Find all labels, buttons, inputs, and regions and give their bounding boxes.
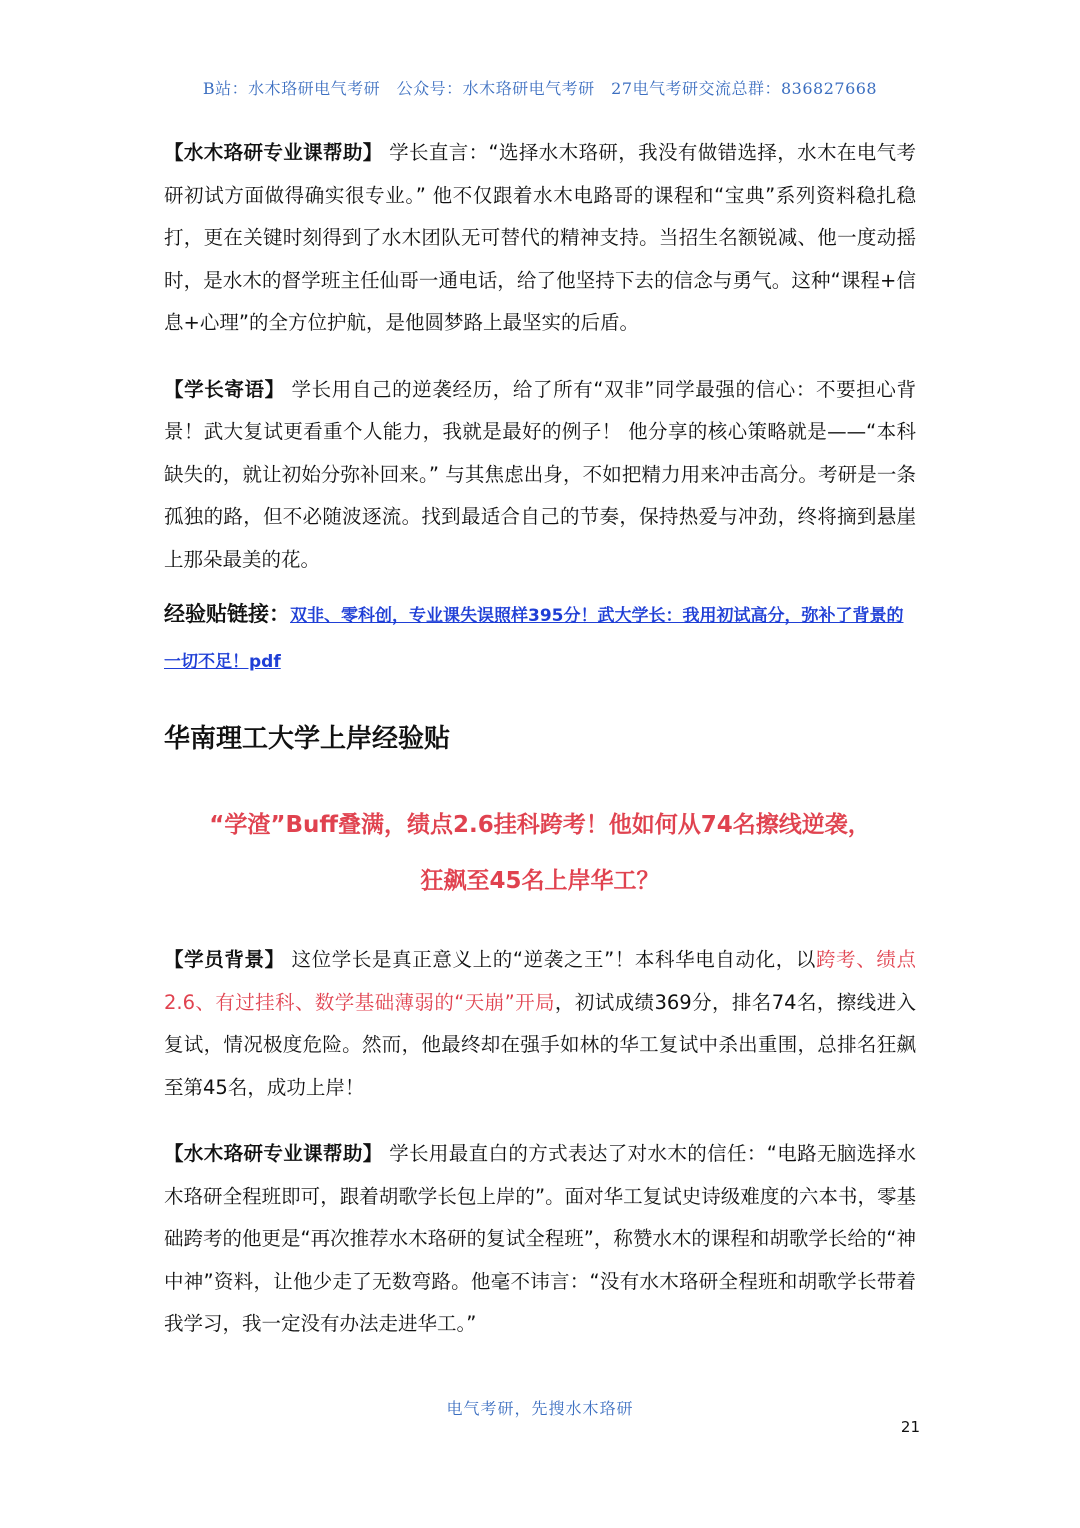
paragraph-tag: 【水木珞研专业课帮助】 xyxy=(164,141,383,164)
paragraph-tag: 【水木珞研专业课帮助】 xyxy=(164,1142,383,1165)
article-headline xyxy=(164,797,916,909)
page-number: 21 xyxy=(900,1418,920,1436)
footer-slogan: 电气考研，先搜水木珞研 xyxy=(446,1399,634,1418)
paragraph-major-help xyxy=(164,132,916,345)
section-title: 华南理工大学上岸经验贴 xyxy=(164,724,451,754)
experience-link[interactable]: 双非、零科创，专业课失误照样395分！武大学长：我用初试高分，弥补了背景的一切不足！pdf xyxy=(164,606,904,672)
paragraph-text: 这位学长是真正意义上的“逆袭之王”！本科华电自动化，以 xyxy=(284,948,816,971)
paragraph-tag: 【学长寄语】 xyxy=(164,377,285,401)
paragraph-student-background xyxy=(164,939,916,1109)
headline-line-1: “学渣”Buff叠满，绩点2.6挂科跨考！他如何从74名擦线逆袭， xyxy=(209,812,871,838)
highlight-text: 跨考、绩点2.6、有过挂科、数学基础薄弱的“天崩”开局 xyxy=(164,948,916,1014)
page-content xyxy=(164,132,916,1370)
paragraph-text: 学长用自己的逆袭经历，给了所有“双非”同学最强的信心：不要担心背景！武大复试更看重个人能力，我就是最好的例子！ 他分享的核心策略就是——“本科缺失的，就让初始分弥补回来。” 与其焦虑出身，不如把精力用来冲击高分。考研是一条孤独的路，但不必随波逐流。找到最适合自己的节奏，保持热爱与冲劲，终将摘到悬崖上那朵最美的花。 xyxy=(164,377,916,571)
paragraph-text: ，初试成绩369分，排名74名，擦线进入复试，情况极度危险。然而，他最终却在强手如林的华工复试中杀出重围，总排名狂飙至第45名，成功上岸！ xyxy=(164,990,916,1099)
paragraph-text: 学长用最直白的方式表达了对水木的信任：“电路无脑选择水木珞研全程班即可，跟着胡歌学长包上岸的”。面对华工复试史诗级难度的六本书，零基础跨考的他更是“再次推荐水木珞研的复试全程班”，称赞水木的课程和胡歌学长给的“神中神”资料，让他少走了无数弯路。他毫不讳言：“没有水木珞研全程班和胡歌学长带着我学习，我一定没有办法走进华工。” xyxy=(164,1142,916,1335)
paragraph-tag: 【学员背景】 xyxy=(164,948,285,971)
page-header: B站：水木珞研电气考研 公众号：水木珞研电气考研 27电气考研交流总群：836827668 xyxy=(202,79,878,98)
experience-link-block xyxy=(164,591,916,685)
paragraph-senior-message xyxy=(164,369,916,582)
paragraph-major-help-2 xyxy=(164,1133,916,1346)
experience-link-label: 经验贴链接： xyxy=(164,602,290,626)
headline-line-2: 狂飙至45名上岸华工？ xyxy=(420,868,660,894)
paragraph-text: 学长直言：“选择水木珞研，我没有做错选择，水木在电气考研初试方面做得确实很专业。” 他不仅跟着水木电路哥的课程和“宝典”系列资料稳扎稳打，更在关键时刻得到了水木团队无可替代的精神支持。当招生名额锐减、他一度动摇时，是水木的督学班主任仙哥一通电话，给了他坚持下去的信念与勇气。这种“课程+信息+心理”的全方位护航，是他圆梦路上最坚实的后盾。 xyxy=(164,141,916,334)
